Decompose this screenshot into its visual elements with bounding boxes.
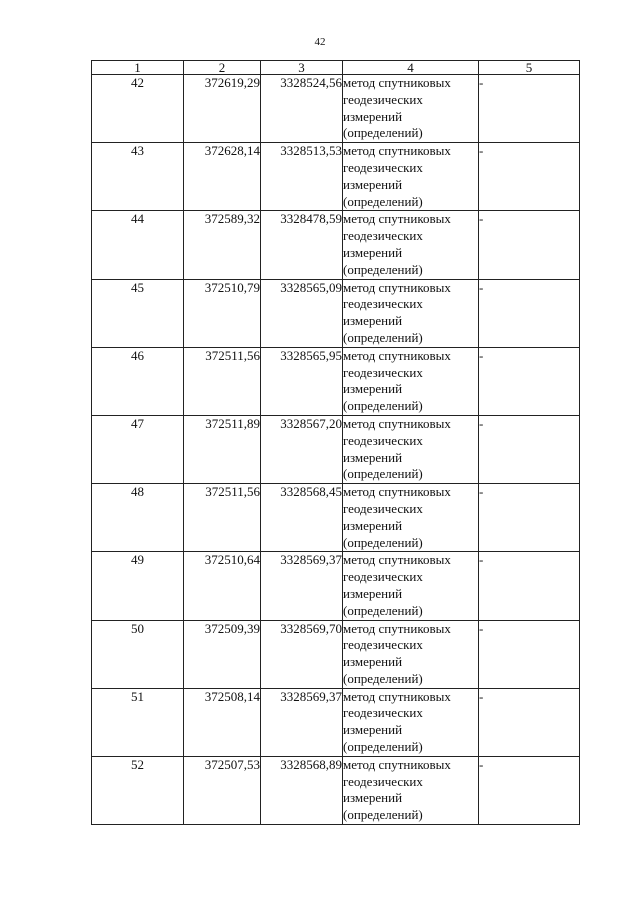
- table-row: [92, 279, 580, 347]
- x-coordinate-cell: 372628,14: [184, 143, 261, 211]
- note-cell: -: [479, 75, 580, 143]
- method-line: (определений): [343, 193, 423, 209]
- method-line: геодезических: [343, 91, 423, 107]
- x-coordinate-cell: 372510,64: [184, 552, 261, 620]
- method-line: (определений): [343, 329, 423, 345]
- table-row: [92, 211, 580, 279]
- method-line: геодезических: [343, 569, 423, 585]
- method-line: (определений): [343, 466, 423, 482]
- method-line: геодезических: [343, 432, 423, 448]
- method-cell: [343, 620, 479, 688]
- note-cell: -: [479, 620, 580, 688]
- method-cell: [343, 552, 479, 620]
- method-line: измерений: [343, 176, 403, 192]
- method-line: метод спутниковых: [343, 620, 451, 636]
- method-line: измерений: [343, 244, 403, 260]
- note-cell: -: [479, 347, 580, 415]
- point-number-cell: 51: [92, 688, 184, 756]
- method-cell: [343, 211, 479, 279]
- scan-artifact-line: [100, 893, 570, 897]
- x-coordinate-cell: 372507,53: [184, 756, 261, 824]
- method-line: геодезических: [343, 637, 423, 653]
- column-header: 1: [92, 61, 184, 75]
- point-number-cell: 46: [92, 347, 184, 415]
- method-line: (определений): [343, 602, 423, 618]
- method-line: (определений): [343, 125, 423, 141]
- point-number-cell: 45: [92, 279, 184, 347]
- table-row: [92, 552, 580, 620]
- y-coordinate-cell: 3328568,45: [261, 484, 343, 552]
- method-line: измерений: [343, 790, 403, 806]
- method-line: метод спутниковых: [343, 552, 451, 568]
- table-header-row: [92, 61, 580, 75]
- method-line: геодезических: [343, 296, 423, 312]
- method-line: измерений: [343, 108, 403, 124]
- method-line: измерений: [343, 449, 403, 465]
- y-coordinate-cell: 3328513,53: [261, 143, 343, 211]
- method-line: измерений: [343, 517, 403, 533]
- method-line: измерений: [343, 722, 403, 738]
- point-number-cell: 49: [92, 552, 184, 620]
- method-line: метод спутниковых: [343, 143, 451, 159]
- method-line: метод спутниковых: [343, 75, 451, 90]
- method-line: (определений): [343, 398, 423, 414]
- y-coordinate-cell: 3328565,95: [261, 347, 343, 415]
- method-line: (определений): [343, 739, 423, 755]
- note-cell: -: [479, 688, 580, 756]
- method-cell: [343, 143, 479, 211]
- y-coordinate-cell: 3328565,09: [261, 279, 343, 347]
- note-cell: -: [479, 552, 580, 620]
- table-row: [92, 756, 580, 824]
- x-coordinate-cell: 372509,39: [184, 620, 261, 688]
- note-cell: -: [479, 484, 580, 552]
- point-number-cell: 44: [92, 211, 184, 279]
- method-cell: [343, 415, 479, 483]
- x-coordinate-cell: 372589,32: [184, 211, 261, 279]
- point-number-cell: 50: [92, 620, 184, 688]
- column-header: 5: [479, 61, 580, 75]
- note-cell: -: [479, 211, 580, 279]
- x-coordinate-cell: 372619,29: [184, 75, 261, 143]
- column-header: 4: [343, 61, 479, 75]
- method-cell: [343, 484, 479, 552]
- table-row: [92, 415, 580, 483]
- method-line: измерений: [343, 313, 403, 329]
- method-line: геодезических: [343, 159, 423, 175]
- y-coordinate-cell: 3328569,70: [261, 620, 343, 688]
- x-coordinate-cell: 372511,56: [184, 347, 261, 415]
- method-line: метод спутниковых: [343, 415, 451, 431]
- table-row: [92, 620, 580, 688]
- x-coordinate-cell: 372511,89: [184, 415, 261, 483]
- coordinates-table: [91, 60, 580, 825]
- method-line: геодезических: [343, 364, 423, 380]
- point-number-cell: 52: [92, 756, 184, 824]
- table-row: [92, 347, 580, 415]
- method-line: (определений): [343, 261, 423, 277]
- x-coordinate-cell: 372508,14: [184, 688, 261, 756]
- point-number-cell: 47: [92, 415, 184, 483]
- method-line: геодезических: [343, 705, 423, 721]
- method-line: геодезических: [343, 500, 423, 516]
- y-coordinate-cell: 3328568,89: [261, 756, 343, 824]
- table-row: [92, 75, 580, 143]
- method-cell: [343, 756, 479, 824]
- method-line: измерений: [343, 585, 403, 601]
- method-line: геодезических: [343, 228, 423, 244]
- method-line: метод спутниковых: [343, 484, 451, 500]
- y-coordinate-cell: 3328569,37: [261, 688, 343, 756]
- method-cell: [343, 75, 479, 143]
- y-coordinate-cell: 3328524,56: [261, 75, 343, 143]
- method-line: (определений): [343, 534, 423, 550]
- table-row: [92, 143, 580, 211]
- column-header: 3: [261, 61, 343, 75]
- point-number-cell: 43: [92, 143, 184, 211]
- method-line: геодезических: [343, 773, 423, 789]
- method-line: метод спутниковых: [343, 756, 451, 772]
- note-cell: -: [479, 143, 580, 211]
- method-cell: [343, 688, 479, 756]
- table-body: [92, 75, 580, 825]
- method-cell: [343, 279, 479, 347]
- method-line: измерений: [343, 654, 403, 670]
- method-line: (определений): [343, 807, 423, 823]
- x-coordinate-cell: 372511,56: [184, 484, 261, 552]
- method-line: метод спутниковых: [343, 688, 451, 704]
- y-coordinate-cell: 3328569,37: [261, 552, 343, 620]
- x-coordinate-cell: 372510,79: [184, 279, 261, 347]
- note-cell: -: [479, 756, 580, 824]
- y-coordinate-cell: 3328567,20: [261, 415, 343, 483]
- method-cell: [343, 347, 479, 415]
- note-cell: -: [479, 279, 580, 347]
- method-line: метод спутниковых: [343, 279, 451, 295]
- note-cell: -: [479, 415, 580, 483]
- method-line: измерений: [343, 381, 403, 397]
- table-row: [92, 688, 580, 756]
- method-line: метод спутниковых: [343, 211, 451, 227]
- y-coordinate-cell: 3328478,59: [261, 211, 343, 279]
- column-header: 2: [184, 61, 261, 75]
- page-number: 42: [314, 36, 326, 48]
- table-row: [92, 484, 580, 552]
- method-line: (определений): [343, 670, 423, 686]
- point-number-cell: 42: [92, 75, 184, 143]
- point-number-cell: 48: [92, 484, 184, 552]
- method-line: метод спутниковых: [343, 347, 451, 363]
